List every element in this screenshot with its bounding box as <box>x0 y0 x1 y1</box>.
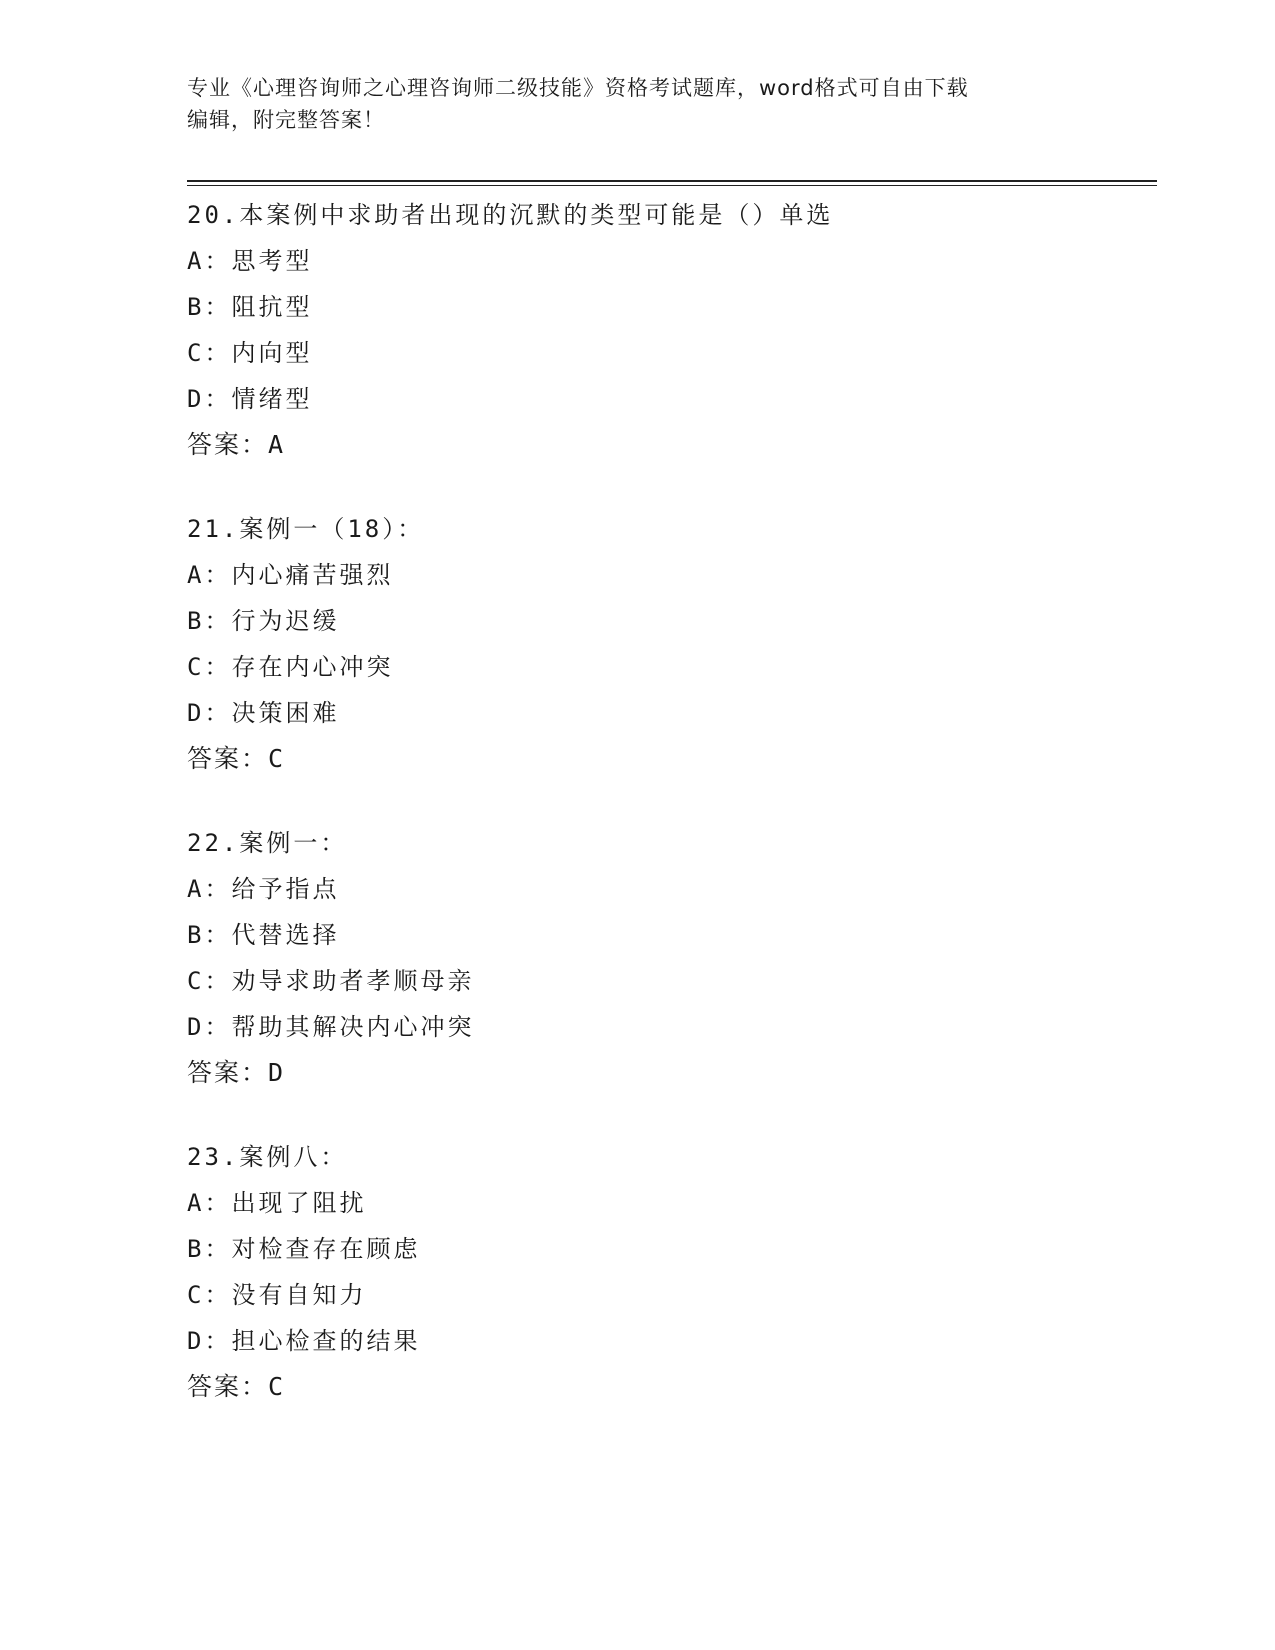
option-c: C：劝导求助者孝顺母亲 <box>187 967 475 995</box>
answer-label: 答案： <box>187 1372 269 1401</box>
question-title: 22.案例一： <box>187 829 348 857</box>
option-c: C：存在内心冲突 <box>187 653 394 681</box>
answer-label: 答案： <box>187 430 269 459</box>
option-c: C：没有自知力 <box>187 1281 367 1309</box>
answer-line <box>187 422 1157 468</box>
question-20 <box>187 192 1157 468</box>
header-line-2: 编辑，附完整答案！ <box>187 108 385 132</box>
option-a: A：思考型 <box>187 247 313 275</box>
answer-line <box>187 1050 1157 1096</box>
answer-label: 答案： <box>187 1058 269 1087</box>
answer-value: D <box>268 1058 286 1087</box>
answer-value: C <box>268 1372 286 1401</box>
document-header <box>187 72 1087 136</box>
option-d: D：决策困难 <box>187 699 340 727</box>
option-a: A：给予指点 <box>187 875 340 903</box>
answer-line <box>187 1364 1157 1410</box>
option-a: A：内心痛苦强烈 <box>187 561 394 589</box>
option-c: C：内向型 <box>187 339 313 367</box>
question-23 <box>187 1134 1157 1410</box>
answer-line <box>187 736 1157 782</box>
answer-value: A <box>268 430 286 459</box>
question-title: 20.本案例中求助者出现的沉默的类型可能是（）单选 <box>187 201 834 229</box>
answer-label: 答案： <box>187 744 269 773</box>
question-title: 21.案例一（18）： <box>187 515 425 543</box>
option-d: D：情绪型 <box>187 385 313 413</box>
header-line-1: 专业《心理咨询师之心理咨询师二级技能》资格考试题库，word格式可自由下载 <box>187 76 969 100</box>
option-d: D：帮助其解决内心冲突 <box>187 1013 475 1041</box>
option-a: A：出现了阻扰 <box>187 1189 367 1217</box>
option-d: D：担心检查的结果 <box>187 1327 421 1355</box>
header-divider <box>187 180 1157 182</box>
option-b: B：代替选择 <box>187 921 340 949</box>
option-b: B：对检查存在顾虑 <box>187 1235 421 1263</box>
option-b: B：行为迟缓 <box>187 607 340 635</box>
question-21 <box>187 506 1157 782</box>
option-b: B：阻抗型 <box>187 293 313 321</box>
question-title: 23.案例八： <box>187 1143 348 1171</box>
answer-value: C <box>268 744 286 773</box>
question-22 <box>187 820 1157 1096</box>
document-page <box>187 72 1157 1410</box>
